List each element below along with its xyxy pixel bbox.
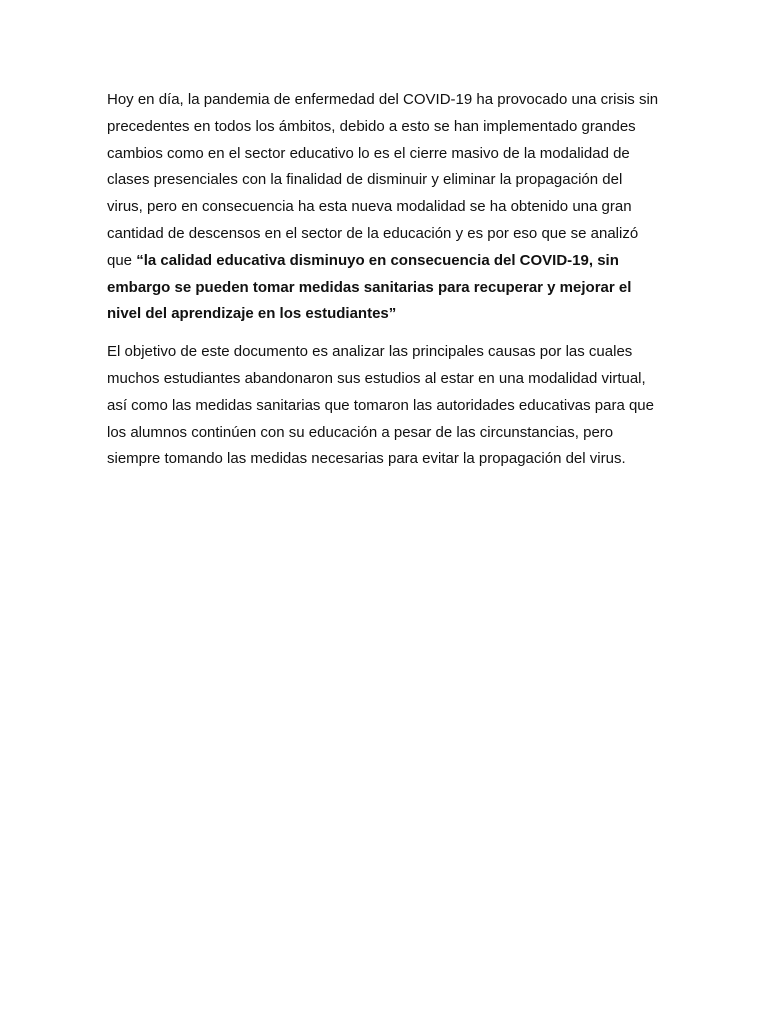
- text-line: cambios como en el sector educativo lo es el cierre masivo de la modalidad de: [107, 144, 630, 162]
- text-line: los alumnos continúen con su educación a pesar de las circunstancias, pero: [107, 423, 614, 441]
- text-line: así como las medidas sanitarias que tomaron las autoridades educativas para que: [107, 396, 654, 414]
- text-line: muchos estudiantes abandonaron sus estudios al estar en una modalidad virtual,: [107, 369, 646, 387]
- document-body: [107, 87, 669, 473]
- text-line: virus, pero en consecuencia ha esta nueva modalidad se ha obtenido una gran: [107, 198, 632, 216]
- text-line: Hoy en día, la pandemia de enfermedad del COVID-19 ha provocado una crisis sin: [107, 91, 659, 108]
- text-line: El objetivo de este documento es analizar las principales causas por las cuales: [107, 343, 633, 361]
- paragraph-intro: [107, 87, 669, 328]
- text-line: precedentes en todos los ámbitos, debido a esto se han implementado grandes: [107, 117, 636, 135]
- thesis-statement-line: embargo se pueden tomar medidas sanitarias para recuperar y mejorar el: [107, 278, 632, 296]
- paragraph-objective: [107, 339, 669, 473]
- thesis-statement-line: “la calidad educativa disminuyo en consecuencia del COVID-19, sin: [136, 251, 619, 269]
- text-line: siempre tomando las medidas necesarias para evitar la propagación del virus.: [107, 450, 626, 468]
- thesis-lead-in: que: [107, 251, 137, 269]
- thesis-statement-line: nivel del aprendizaje en los estudiantes”: [107, 305, 397, 323]
- text-line: clases presenciales con la finalidad de disminuir y eliminar la propagación del: [107, 171, 623, 189]
- text-line-with-thesis: [107, 248, 669, 275]
- text-line: cantidad de descensos en el sector de la educación y es por eso que se analizó: [107, 224, 639, 242]
